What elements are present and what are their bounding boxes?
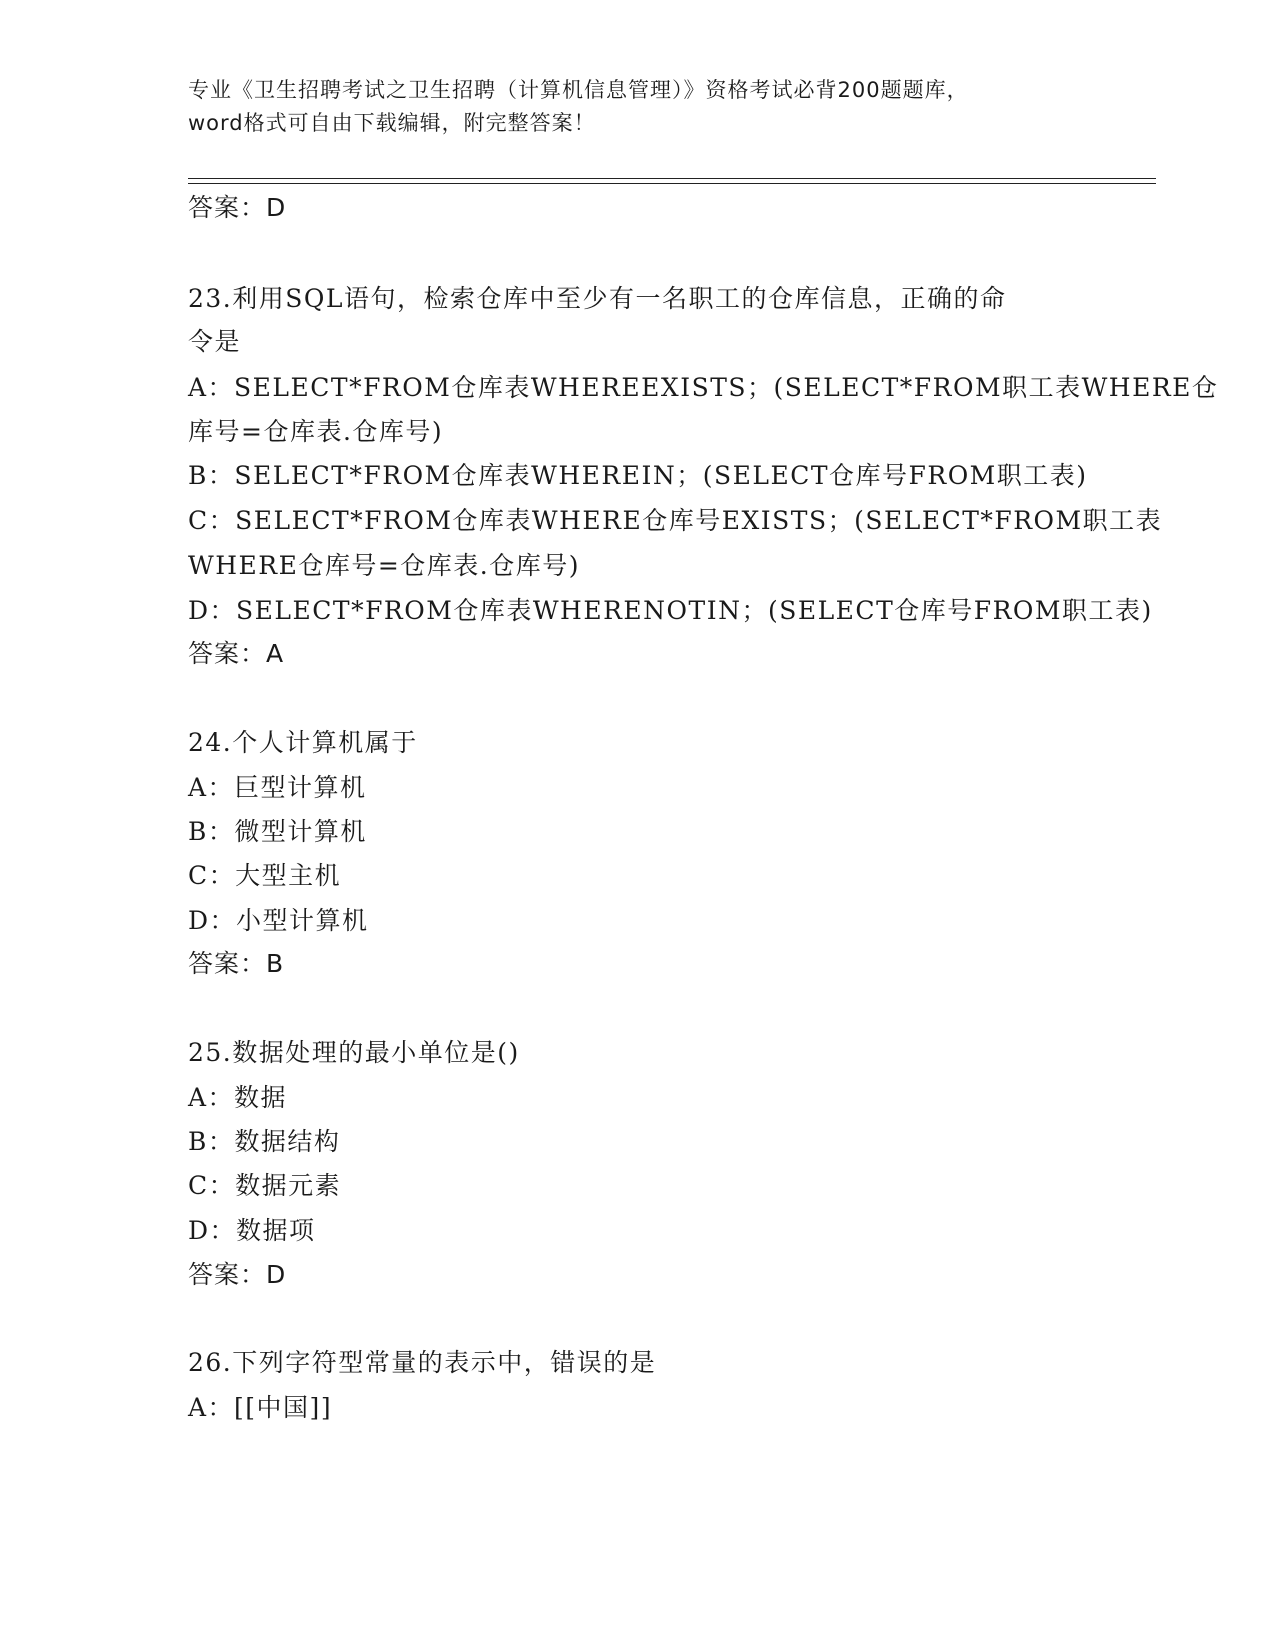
- q24-option-b: B：微型计算机: [188, 817, 367, 846]
- q25-option-b: B：数据结构: [188, 1127, 341, 1156]
- q26-stem: 26.下列字符型常量的表示中，错误的是: [188, 1348, 657, 1377]
- header-line-2: word格式可自由下载编辑，附完整答案！: [188, 111, 596, 135]
- q26-option-a: A：[[中国]]: [188, 1393, 333, 1422]
- q23-stem-line-1: 23.利用SQL语句，检索仓库中至少有一名职工的仓库信息，正确的命: [188, 284, 1007, 313]
- header-line-1: 专业《卫生招聘考试之卫生招聘（计算机信息管理）》资格考试必背200题题库，: [188, 78, 969, 102]
- q23-answer: 答案：A: [188, 639, 285, 668]
- q25-option-d: D：数据项: [188, 1216, 316, 1245]
- q23-option-a-line-2: 库号=仓库表.仓库号): [188, 417, 444, 446]
- q24-option-c: C：大型主机: [188, 861, 342, 890]
- q23-option-c-line-1: C：SELECT*FROM仓库表WHERE仓库号EXISTS；(SELECT*FROM职工表: [188, 506, 1163, 535]
- previous-answer: 答案：D: [188, 193, 287, 222]
- q23-option-d: D：SELECT*FROM仓库表WHERENOTIN；(SELECT仓库号FROM职工表): [188, 596, 1153, 625]
- q25-option-a: A：数据: [188, 1083, 288, 1112]
- q24-answer: 答案：B: [188, 949, 285, 978]
- q23-option-b: B：SELECT*FROM仓库表WHEREIN；(SELECT仓库号FROM职工表): [188, 461, 1088, 490]
- q25-answer: 答案：D: [188, 1260, 287, 1289]
- q23-option-a-line-1: A：SELECT*FROM仓库表WHEREEXISTS；(SELECT*FROM职工表WHERE仓: [188, 373, 1219, 402]
- q25-option-c: C：数据元素: [188, 1171, 342, 1200]
- q23-option-c-line-2: WHERE仓库号=仓库表.仓库号): [188, 551, 580, 580]
- q24-stem: 24.个人计算机属于: [188, 728, 418, 757]
- q25-stem: 25.数据处理的最小单位是(): [188, 1038, 520, 1067]
- q23-stem-line-2: 令是: [188, 327, 242, 356]
- q24-option-a: A：巨型计算机: [188, 773, 367, 802]
- header-divider-bottom: [188, 183, 1156, 184]
- document-header: [188, 74, 1088, 140]
- q24-option-d: D：小型计算机: [188, 906, 369, 935]
- header-divider-top: [188, 178, 1156, 179]
